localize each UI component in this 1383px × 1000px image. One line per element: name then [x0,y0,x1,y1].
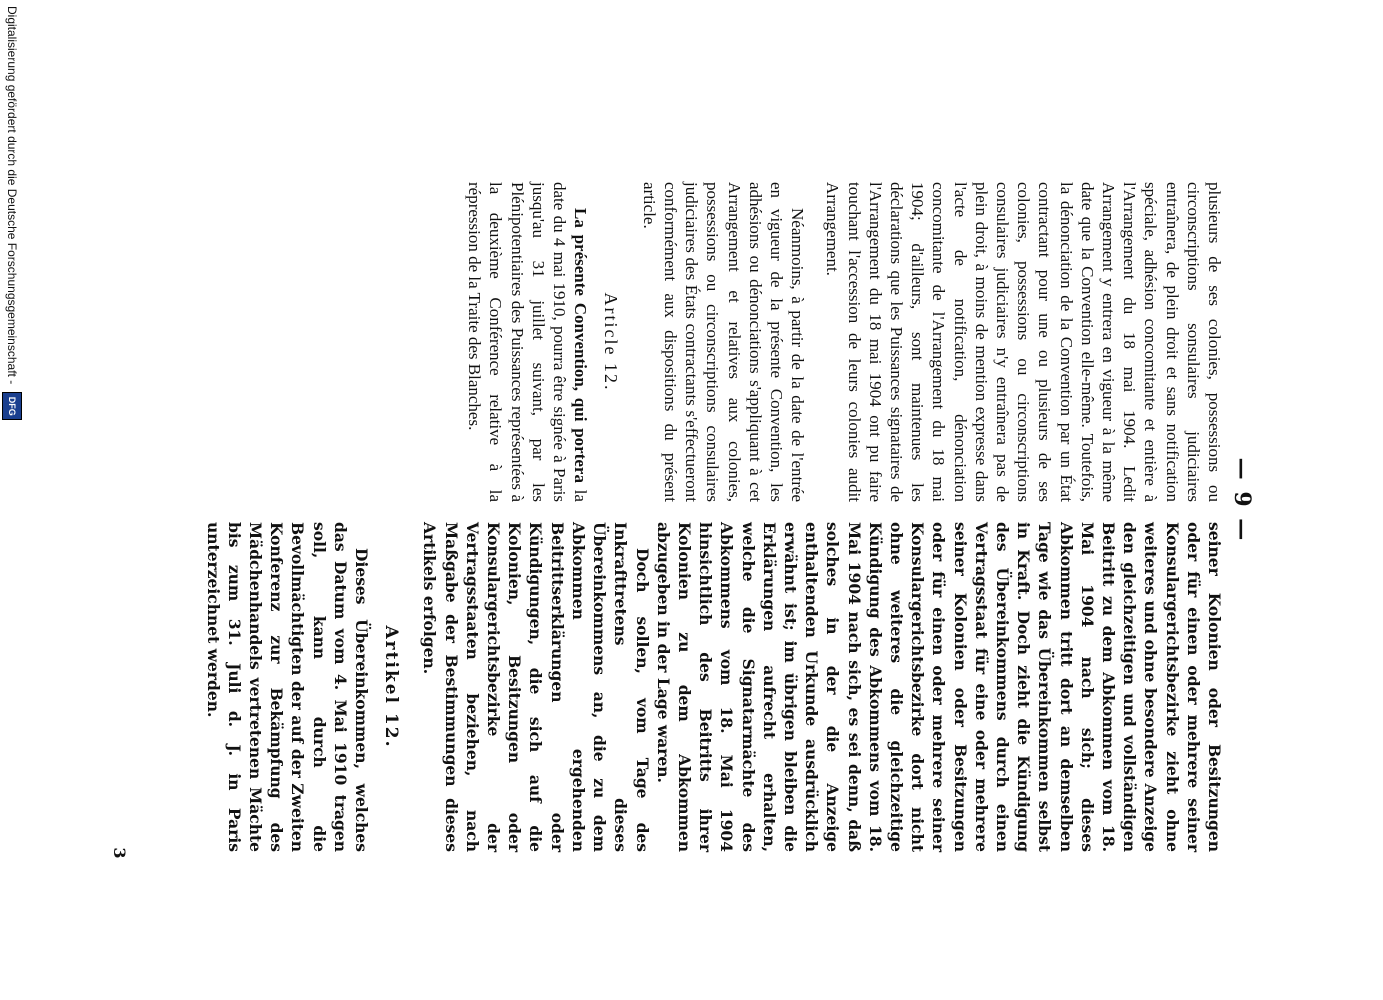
french-paragraph-3 [464,182,591,502]
digitization-footer [0,0,24,1000]
french-paragraph-2: Néanmoins, à partir de la date de l'entrée en vigueur de la présente Convention, les adhésions ou dénonciations s'appliquant à cet Arrangement et relatives aux colonies, possessions ou circonscriptions consulaires judiciaires des États contractants s'effectueront conformément aux dispositions du présent article. [639,182,808,502]
german-paragraph-3: Dieses Übereinkommen, welches das Datum vom 4. Mai 1910 tragen soll, kann durch die Bevollmächtigten der auf der Zweiten Konferenz zur Bekämpfung des Mädchenhandels vertretenen Mächte bis zum 31. Juli d. J. in Paris unterzeichnet werden. [203,522,372,852]
french-column [464,182,1225,502]
paragraph-gap [808,182,822,502]
dfg-logo-icon: DFG [2,392,22,420]
french-paragraph-3-rest: la date du 4 mai 1910, pourra être signée à Paris jusqu'au 31 juillet suivant, par les Plénipotentiaires des Puissances représentées à la deuxième Conférence relative à la répression de la Traite des Blanches. [465,182,591,502]
signature-mark: 3 [110,847,129,859]
german-column [202,522,1225,852]
footer-text: Digitalisierung gefördert durch die Deutsche Forschungsgemeinschaft - [5,6,19,385]
german-paragraph-1: seiner Kolonien oder Besitzungen oder für einen oder mehrere seiner Konsulargerichtsbezirke zieht ohne weiteres und ohne besondere Anzeige den gleichzeitigen und vollständigen Beitritt zu dem Abkommen vom 18. Mai 1904 nach sich; dieses Abkommen tritt dort an demselben Tage wie das Übereinkommen selbst in Kraft. Doch zieht die Kündigung des Übereinkommens durch einen Vertragsstaat für eine oder mehrere seiner Kolonien oder Besitzungen oder für einen oder mehrere seiner Konsulargerichtsbezirke dort nicht ohne weiteres die gleichzeitige Kündigung des Abkommens vom 18. Mai 1904 nach sich, es sei denn, daß solches in der die Anzeige enthaltenden Urkunde ausdrücklich erwähnt ist; im übrigen bleiben die Erklärungen aufrecht erhalten, welche die Signatarmächte des Abkommens vom 18. Mai 1904 hinsichtlich des Beitritts ihrer Kolonien zu dem Abkommen abzugeben in der Lage waren. [653,522,1224,852]
french-paragraph-3-bold: La présente Convention, qui portera [571,208,591,483]
german-article-heading: Artikel 12. [381,625,402,749]
page-number: — 9 — [1229,457,1255,543]
french-article-heading: Article 12. [600,292,621,392]
german-paragraph-2: Doch sollen, vom Tage des Inkrafttretens dieses Übereinkommens an, die zu dem Abkommen ergehenden Beitrittserklärungen oder Kündigungen, die sich auf die Kolonien, Besitzungen oder Konsulargerichtsbezirke der Vertragsstaaten beziehen, nach Maßgabe der Bestimmungen dieses Artikels erfolgen. [420,522,652,852]
french-paragraph-1: plusieurs de ses colonies, possessions ou circonscriptions sonsulaires judiciaires entraînera, de plein droit et sans notification spéciale, adhésion concomitante et entière à l'Arrangement du 18 mai 1904. Ledit Arrangement y entrera en vigueur à la même date que la Convention elle-même. Toutefois, la dénonciation de la Convention par un État contractant pour une ou plusieurs de ses colonies, possessions ou circonscriptions consulaires judiciaires n'y entraînera pas de plein droit, à moins de mention expresse dans l'acte de notification, dénonciation concomitante de l'Arrangement du 18 mai 1904; d'ailleurs, sont maintenues les déclarations que les Puissances signataires de l'Arrangement du 18 mai 1904 ont pu faire touchant l'accession de leurs colonies audit Arrangement. [823,182,1224,502]
